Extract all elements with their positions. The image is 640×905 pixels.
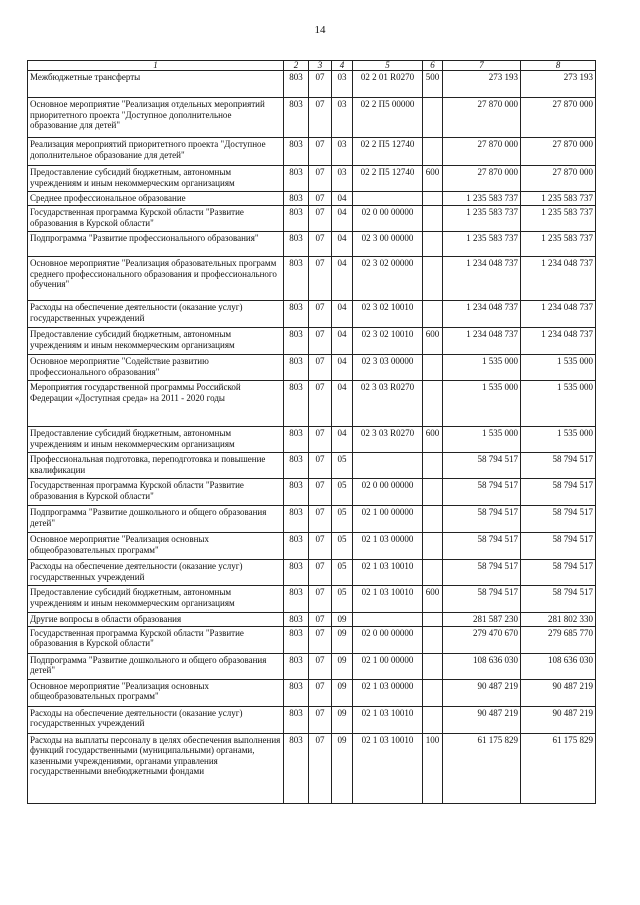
subsection-code: 04 [332, 427, 353, 453]
target-article-code: 02 3 02 00000 [353, 257, 423, 301]
item-name: Расходы на обеспечение деятельности (оказание услуг) государственных учреждений [28, 560, 284, 586]
ministry-code: 803 [284, 328, 309, 355]
expense-type-code [423, 613, 443, 627]
table-row [28, 653, 596, 679]
section-code: 07 [309, 453, 332, 479]
amount-year-2: 27 870 000 [521, 138, 596, 166]
subsection-code: 04 [332, 232, 353, 257]
amount-year-2: 1 535 000 [521, 427, 596, 453]
amount-year-1: 1 234 048 737 [443, 257, 521, 301]
amount-year-1: 58 794 517 [443, 479, 521, 506]
target-article-code: 02 1 00 00000 [353, 506, 423, 533]
expense-type-code: 500 [423, 71, 443, 98]
item-name: Подпрограмма "Развитие дошкольного и общего образования детей" [28, 653, 284, 679]
target-article-code: 02 3 03 00000 [353, 355, 423, 381]
section-code: 07 [309, 138, 332, 166]
item-name: Среднее профессиональное образование [28, 192, 284, 206]
amount-year-1: 27 870 000 [443, 98, 521, 138]
column-header: 3 [309, 61, 332, 71]
item-name: Предоставление субсидий бюджетным, автономным учреждениям и иным некоммерческим организациям [28, 427, 284, 453]
table-row [28, 166, 596, 192]
target-article-code: 02 3 03 R0270 [353, 381, 423, 427]
table-row [28, 301, 596, 328]
subsection-code: 09 [332, 733, 353, 803]
section-code: 07 [309, 192, 332, 206]
item-name: Мероприятия государственной программы Российской Федерации «Доступная среда» на 2011 - 2020 годы [28, 381, 284, 427]
expense-type-code [423, 653, 443, 679]
table-row [28, 98, 596, 138]
table-row [28, 232, 596, 257]
subsection-code: 04 [332, 301, 353, 328]
subsection-code: 09 [332, 679, 353, 706]
target-article-code: 02 1 00 00000 [353, 653, 423, 679]
target-article-code: 02 0 00 00000 [353, 479, 423, 506]
section-code: 07 [309, 257, 332, 301]
subsection-code: 05 [332, 453, 353, 479]
amount-year-2: 90 487 219 [521, 679, 596, 706]
subsection-code: 09 [332, 706, 353, 733]
ministry-code: 803 [284, 733, 309, 803]
section-code: 07 [309, 506, 332, 533]
column-header: 4 [332, 61, 353, 71]
amount-year-2: 1 535 000 [521, 381, 596, 427]
section-code: 07 [309, 653, 332, 679]
item-name: Реализация мероприятий приоритетного проекта "Доступное дополнительное образование для детей" [28, 138, 284, 166]
ministry-code: 803 [284, 586, 309, 613]
amount-year-2: 1 235 583 737 [521, 232, 596, 257]
expense-type-code [423, 232, 443, 257]
subsection-code: 04 [332, 192, 353, 206]
ministry-code: 803 [284, 192, 309, 206]
amount-year-1: 108 636 030 [443, 653, 521, 679]
item-name: Основное мероприятие "Содействие развитию профессионального образования" [28, 355, 284, 381]
subsection-code: 05 [332, 533, 353, 560]
table-row [28, 479, 596, 506]
table-row [28, 71, 596, 98]
target-article-code: 02 3 02 10010 [353, 301, 423, 328]
budget-table [27, 60, 596, 804]
table-row [28, 533, 596, 560]
amount-year-2: 58 794 517 [521, 479, 596, 506]
table-row [28, 138, 596, 166]
section-code: 07 [309, 479, 332, 506]
amount-year-1: 90 487 219 [443, 706, 521, 733]
ministry-code: 803 [284, 301, 309, 328]
amount-year-1: 273 193 [443, 71, 521, 98]
expense-type-code: 600 [423, 586, 443, 613]
ministry-code: 803 [284, 166, 309, 192]
target-article-code: 02 0 00 00000 [353, 206, 423, 232]
amount-year-1: 58 794 517 [443, 586, 521, 613]
section-code: 07 [309, 328, 332, 355]
table-row [28, 613, 596, 627]
subsection-code: 05 [332, 479, 353, 506]
amount-year-2: 1 234 048 737 [521, 328, 596, 355]
table-row [28, 626, 596, 653]
section-code: 07 [309, 355, 332, 381]
subsection-code: 09 [332, 653, 353, 679]
column-header: 7 [443, 61, 521, 71]
expense-type-code [423, 301, 443, 328]
subsection-code: 05 [332, 560, 353, 586]
amount-year-1: 58 794 517 [443, 533, 521, 560]
target-article-code: 02 1 03 10010 [353, 706, 423, 733]
item-name: Государственная программа Курской области "Развитие образования в Курской области" [28, 479, 284, 506]
amount-year-2: 90 487 219 [521, 706, 596, 733]
amount-year-2: 108 636 030 [521, 653, 596, 679]
ministry-code: 803 [284, 506, 309, 533]
expense-type-code: 600 [423, 328, 443, 355]
expense-type-code [423, 206, 443, 232]
amount-year-2: 58 794 517 [521, 533, 596, 560]
section-code: 07 [309, 232, 332, 257]
expense-type-code [423, 533, 443, 560]
table-row [28, 679, 596, 706]
section-code: 07 [309, 98, 332, 138]
expense-type-code [423, 138, 443, 166]
section-code: 07 [309, 560, 332, 586]
item-name: Расходы на обеспечение деятельности (оказание услуг) государственных учреждений [28, 301, 284, 328]
amount-year-2: 27 870 000 [521, 98, 596, 138]
amount-year-1: 27 870 000 [443, 166, 521, 192]
amount-year-1: 61 175 829 [443, 733, 521, 803]
ministry-code: 803 [284, 138, 309, 166]
amount-year-2: 281 802 330 [521, 613, 596, 627]
ministry-code: 803 [284, 613, 309, 627]
target-article-code: 02 1 03 00000 [353, 533, 423, 560]
target-article-code: 02 2 П5 00000 [353, 98, 423, 138]
item-name: Основное мероприятие "Реализация основных общеобразовательных программ" [28, 533, 284, 560]
table-row [28, 586, 596, 613]
ministry-code: 803 [284, 427, 309, 453]
item-name: Предоставление субсидий бюджетным, автономным учреждениям и иным некоммерческим организациям [28, 586, 284, 613]
amount-year-2: 1 535 000 [521, 355, 596, 381]
subsection-code: 03 [332, 98, 353, 138]
expense-type-code [423, 560, 443, 586]
item-name: Расходы на обеспечение деятельности (оказание услуг) государственных учреждений [28, 706, 284, 733]
subsection-code: 04 [332, 355, 353, 381]
subsection-code: 04 [332, 206, 353, 232]
table-row [28, 427, 596, 453]
page-number: 14 [314, 24, 326, 36]
expense-type-code [423, 626, 443, 653]
item-name: Основное мероприятие "Реализация отдельных мероприятий приоритетного проекта "Доступное дополнительное образование для детей" [28, 98, 284, 138]
target-article-code: 02 1 03 10010 [353, 560, 423, 586]
amount-year-2: 58 794 517 [521, 586, 596, 613]
amount-year-2: 273 193 [521, 71, 596, 98]
target-article-code: 02 1 03 10010 [353, 733, 423, 803]
target-article-code: 02 1 03 10010 [353, 586, 423, 613]
target-article-code: 02 2 01 R0270 [353, 71, 423, 98]
table-row [28, 706, 596, 733]
target-article-code: 02 1 03 00000 [353, 679, 423, 706]
item-name: Расходы на выплаты персоналу в целях обеспечения выполнения функций государственными (муниципальными) органами, казенными учреждениями, органами управления государственными внебюджетными фондами [28, 733, 284, 803]
ministry-code: 803 [284, 355, 309, 381]
ministry-code: 803 [284, 706, 309, 733]
amount-year-1: 1 234 048 737 [443, 301, 521, 328]
table-row [28, 355, 596, 381]
item-name: Основное мероприятие "Реализация образовательных программ среднего профессионального образования и профессионального обучения" [28, 257, 284, 301]
section-code: 07 [309, 427, 332, 453]
ministry-code: 803 [284, 626, 309, 653]
amount-year-1: 58 794 517 [443, 560, 521, 586]
subsection-code: 09 [332, 613, 353, 627]
target-article-code [353, 453, 423, 479]
target-article-code: 02 3 03 R0270 [353, 427, 423, 453]
amount-year-1: 58 794 517 [443, 506, 521, 533]
section-code: 07 [309, 166, 332, 192]
table-body [28, 71, 596, 804]
column-header: 8 [521, 61, 596, 71]
table-row [28, 560, 596, 586]
ministry-code: 803 [284, 679, 309, 706]
amount-year-1: 1 234 048 737 [443, 328, 521, 355]
amount-year-1: 279 470 670 [443, 626, 521, 653]
ministry-code: 803 [284, 98, 309, 138]
section-code: 07 [309, 733, 332, 803]
expense-type-code [423, 192, 443, 206]
amount-year-2: 58 794 517 [521, 506, 596, 533]
amount-year-2: 1 234 048 737 [521, 301, 596, 328]
amount-year-2: 279 685 770 [521, 626, 596, 653]
subsection-code: 05 [332, 586, 353, 613]
target-article-code: 02 2 П5 12740 [353, 166, 423, 192]
section-code: 07 [309, 626, 332, 653]
expense-type-code [423, 98, 443, 138]
table-row [28, 453, 596, 479]
section-code: 07 [309, 301, 332, 328]
amount-year-2: 1 235 583 737 [521, 206, 596, 232]
amount-year-2: 58 794 517 [521, 560, 596, 586]
section-code: 07 [309, 206, 332, 232]
amount-year-1: 90 487 219 [443, 679, 521, 706]
item-name: Основное мероприятие "Реализация основных общеобразовательных программ" [28, 679, 284, 706]
amount-year-1: 1 235 583 737 [443, 192, 521, 206]
item-name: Государственная программа Курской области "Развитие образования в Курской области" [28, 206, 284, 232]
column-header: 1 [28, 61, 284, 71]
item-name: Профессиональная подготовка, переподготовка и повышение квалификации [28, 453, 284, 479]
target-article-code: 02 2 П5 12740 [353, 138, 423, 166]
expense-type-code: 600 [423, 427, 443, 453]
expense-type-code [423, 381, 443, 427]
section-code: 07 [309, 586, 332, 613]
amount-year-1: 1 235 583 737 [443, 232, 521, 257]
item-name: Государственная программа Курской области "Развитие образования в Курской области" [28, 626, 284, 653]
amount-year-1: 1 235 583 737 [443, 206, 521, 232]
column-header: 2 [284, 61, 309, 71]
section-code: 07 [309, 71, 332, 98]
subsection-code: 03 [332, 166, 353, 192]
amount-year-2: 27 870 000 [521, 166, 596, 192]
ministry-code: 803 [284, 232, 309, 257]
expense-type-code [423, 679, 443, 706]
subsection-code: 09 [332, 626, 353, 653]
target-article-code: 02 3 00 00000 [353, 232, 423, 257]
ministry-code: 803 [284, 257, 309, 301]
amount-year-1: 27 870 000 [443, 138, 521, 166]
subsection-code: 04 [332, 328, 353, 355]
section-code: 07 [309, 679, 332, 706]
amount-year-2: 1 235 583 737 [521, 192, 596, 206]
table-row [28, 328, 596, 355]
target-article-code: 02 0 00 00000 [353, 626, 423, 653]
expense-type-code [423, 257, 443, 301]
table-row [28, 733, 596, 803]
table-row [28, 381, 596, 427]
target-article-code [353, 192, 423, 206]
ministry-code: 803 [284, 479, 309, 506]
amount-year-1: 1 535 000 [443, 427, 521, 453]
subsection-code: 04 [332, 381, 353, 427]
column-header: 6 [423, 61, 443, 71]
column-header: 5 [353, 61, 423, 71]
item-name: Межбюджетные трансферты [28, 71, 284, 98]
table-row [28, 506, 596, 533]
section-code: 07 [309, 533, 332, 560]
section-code: 07 [309, 613, 332, 627]
ministry-code: 803 [284, 533, 309, 560]
item-name: Другие вопросы в области образования [28, 613, 284, 627]
item-name: Подпрограмма "Развитие профессионального образования" [28, 232, 284, 257]
ministry-code: 803 [284, 453, 309, 479]
table-row [28, 192, 596, 206]
table-row [28, 257, 596, 301]
amount-year-1: 1 535 000 [443, 355, 521, 381]
expense-type-code: 600 [423, 166, 443, 192]
item-name: Подпрограмма "Развитие дошкольного и общего образования детей" [28, 506, 284, 533]
table-row [28, 206, 596, 232]
ministry-code: 803 [284, 560, 309, 586]
amount-year-2: 58 794 517 [521, 453, 596, 479]
ministry-code: 803 [284, 206, 309, 232]
item-name: Предоставление субсидий бюджетным, автономным учреждениям и иным некоммерческим организациям [28, 166, 284, 192]
item-name: Предоставление субсидий бюджетным, автономным учреждениям и иным некоммерческим организациям [28, 328, 284, 355]
section-code: 07 [309, 381, 332, 427]
subsection-code: 05 [332, 506, 353, 533]
expense-type-code: 100 [423, 733, 443, 803]
expense-type-code [423, 506, 443, 533]
subsection-code: 03 [332, 138, 353, 166]
ministry-code: 803 [284, 71, 309, 98]
amount-year-1: 58 794 517 [443, 453, 521, 479]
target-article-code: 02 3 02 10010 [353, 328, 423, 355]
ministry-code: 803 [284, 653, 309, 679]
section-code: 07 [309, 706, 332, 733]
subsection-code: 03 [332, 71, 353, 98]
amount-year-1: 281 587 230 [443, 613, 521, 627]
amount-year-1: 1 535 000 [443, 381, 521, 427]
target-article-code [353, 613, 423, 627]
expense-type-code [423, 355, 443, 381]
amount-year-2: 1 234 048 737 [521, 257, 596, 301]
column-number-row [28, 61, 596, 71]
subsection-code: 04 [332, 257, 353, 301]
expense-type-code [423, 453, 443, 479]
ministry-code: 803 [284, 381, 309, 427]
expense-type-code [423, 479, 443, 506]
amount-year-2: 61 175 829 [521, 733, 596, 803]
expense-type-code [423, 706, 443, 733]
